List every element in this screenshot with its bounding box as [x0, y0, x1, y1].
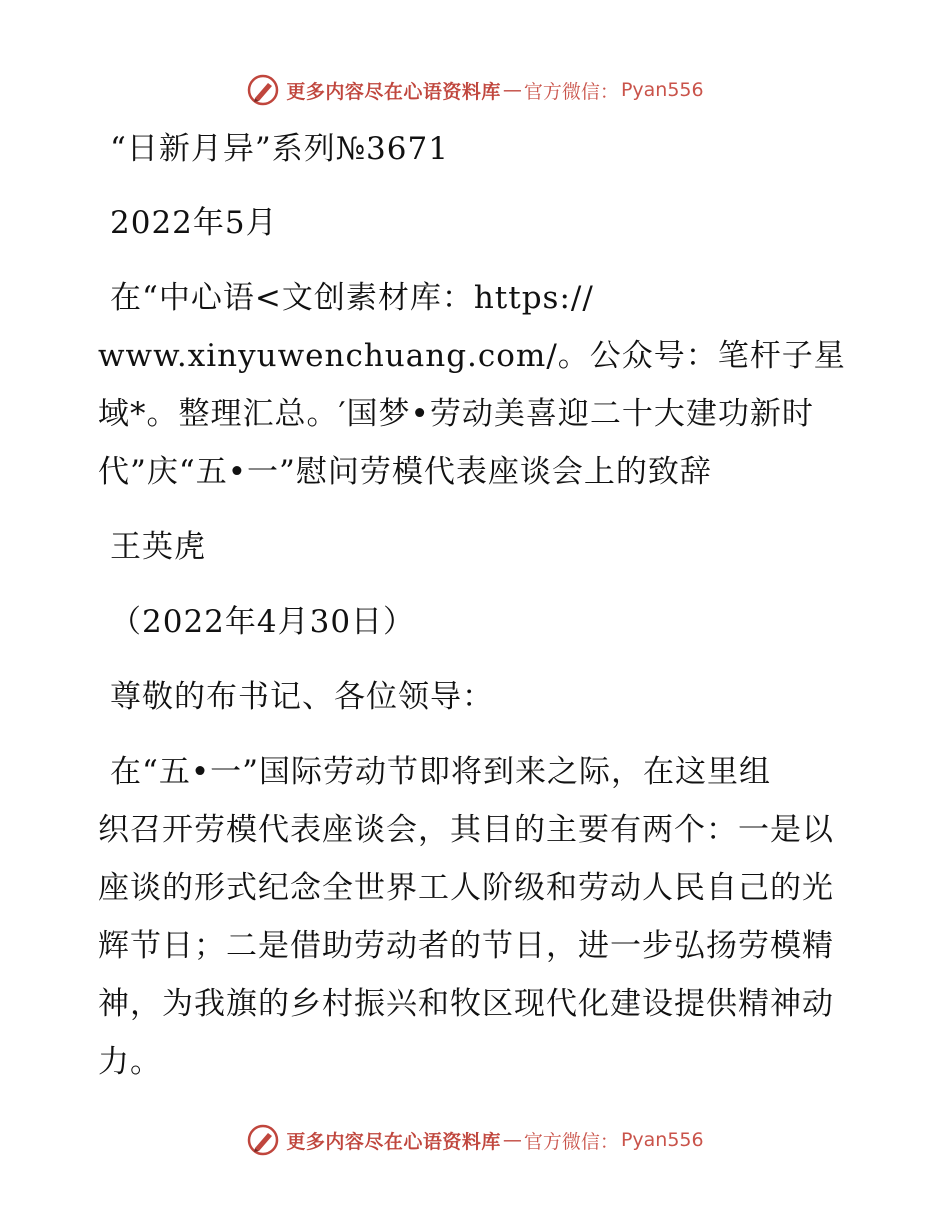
speech-date: （2022年4月30日） [110, 604, 416, 640]
banner-dash: — [502, 1129, 522, 1151]
paragraph-body: 织召开劳模代表座谈会，其目的主要有两个：一是以座谈的形式纪念全世界工人阶级和劳动人民自己的光辉节日；二是借助劳动者的节日，进一步弘扬劳模精神，为我旗的乡村振兴和牧区现代化建设提供精神动力。 [98, 812, 834, 1080]
banner-site-text: 更多内容尽在心语资料库 [286, 80, 501, 103]
banner-dash: — [502, 79, 522, 101]
salutation: 尊敬的布书记、各位领导： [110, 679, 494, 715]
series-title: “日新月异”系列№3671 [110, 131, 449, 167]
intro-paragraph: www.xinyuwenchuang.com/。公众号：笔杆子星域*。整理汇总。′国梦•劳动美喜迎二十大建功新时代”庆“五•一”慰问劳模代表座谈会上的致辞 [98, 338, 846, 490]
intro-line: 在“中心语<文创素材库：https:// [110, 280, 594, 316]
document-body [98, 120, 850, 1091]
banner-site-text: 更多内容尽在心语资料库 [286, 1130, 501, 1153]
pen-in-circle-icon [246, 73, 280, 107]
pen-in-circle-icon [246, 1123, 280, 1157]
banner-wechat-label: 官方微信： [523, 80, 619, 103]
paragraph-first-line: 在“五•一”国际劳动节即将到来之际，在这里组 [110, 754, 771, 790]
author-name: 王英虎 [110, 529, 206, 565]
banner-wechat-id: Pyan556 [620, 1129, 704, 1151]
header-banner [0, 70, 950, 110]
banner-wechat-id: Pyan556 [620, 79, 704, 101]
banner-wechat-label: 官方微信： [523, 1130, 619, 1153]
document-date: 2022年5月 [110, 205, 278, 241]
footer-banner [0, 1120, 950, 1160]
